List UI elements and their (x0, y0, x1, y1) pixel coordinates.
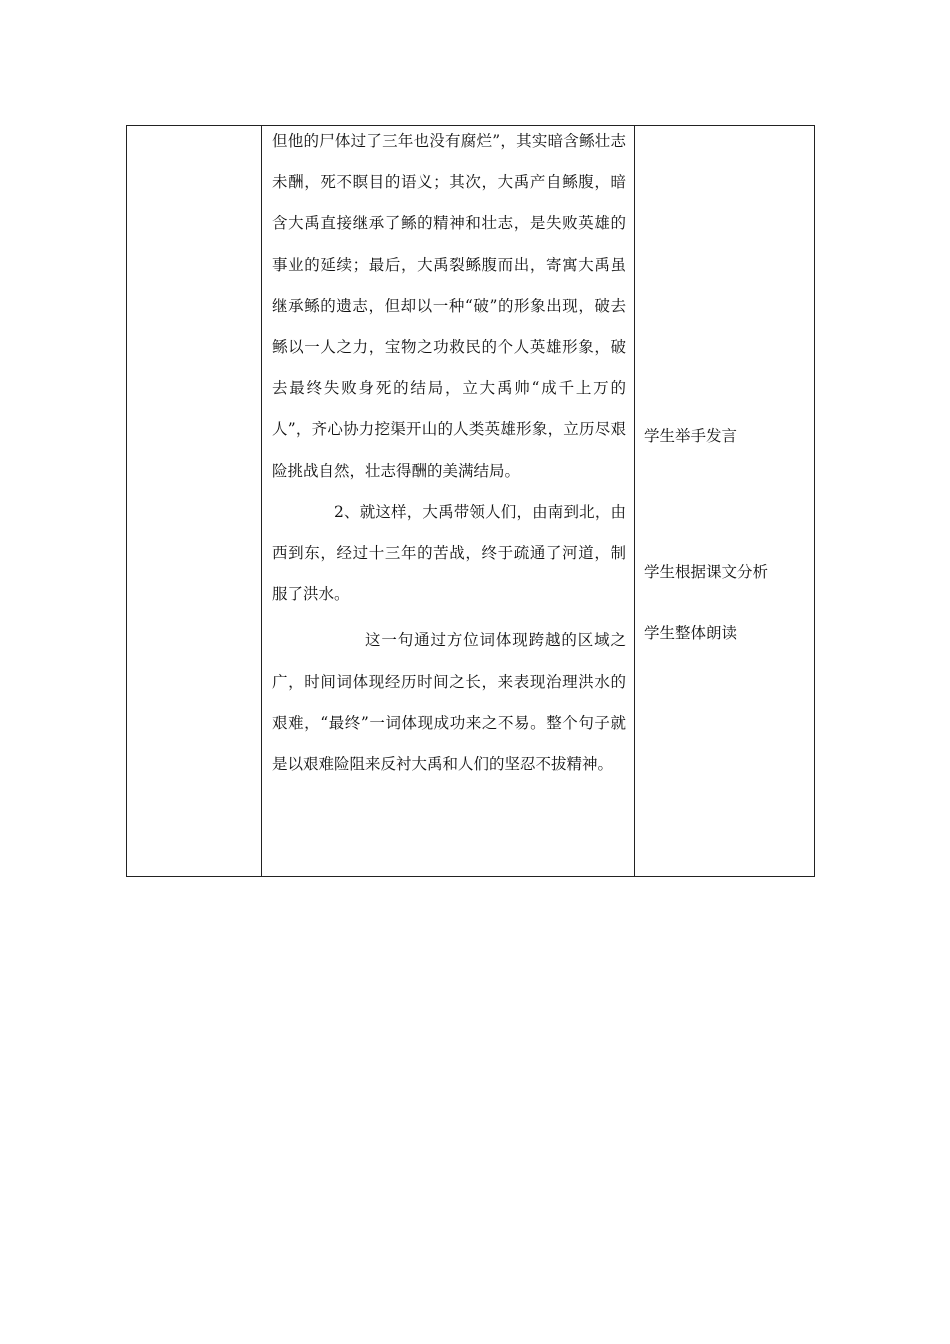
example-sentence-paragraph: 2、就这样，大禹带领人们，由南到北，由西到东，经过十三年的苦战，终于疏通了河道，制服了洪水。 (272, 502, 626, 604)
activity-note-speak: 学生举手发言 (644, 427, 738, 445)
left-column-cell (127, 126, 262, 876)
lesson-table (126, 125, 815, 877)
content-column-cell (262, 126, 635, 876)
sentence-analysis-paragraph: 这一句通过方位词体现跨越的区域之广，时间词体现经历时间之长，来表现治理洪水的艰难，“最终”一词体现成功来之不易。整个句子就是以艰难险阻来反衬大禹和人们的坚忍不拔精神。 (272, 631, 626, 774)
activity-column-cell (635, 126, 814, 876)
activity-note-read: 学生整体朗读 (644, 624, 738, 642)
analysis-paragraph: 但他的尸体过了三年也没有腐烂”，其实暗含鲧壮志未酬，死不瞑目的语义；其次，大禹产自鲧腹，暗含大禹直接继承了鲧的精神和壮志，是失败英雄的事业的延续；最后，大禹裂鲧腹而出，寄寓大禹虽继承鲧的遗志，但却以一种“破”的形象出现，破去鲧以一人之力，宝物之功救民的个人英雄形象，破去最终失败身死的结局，立大禹帅“成千上万的人”，齐心协力挖渠开山的人类英雄形象，立历尽艰险挑战自然，壮志得酬的美满结局。 (272, 132, 626, 480)
activity-note-analyze: 学生根据课文分析 (644, 563, 769, 581)
